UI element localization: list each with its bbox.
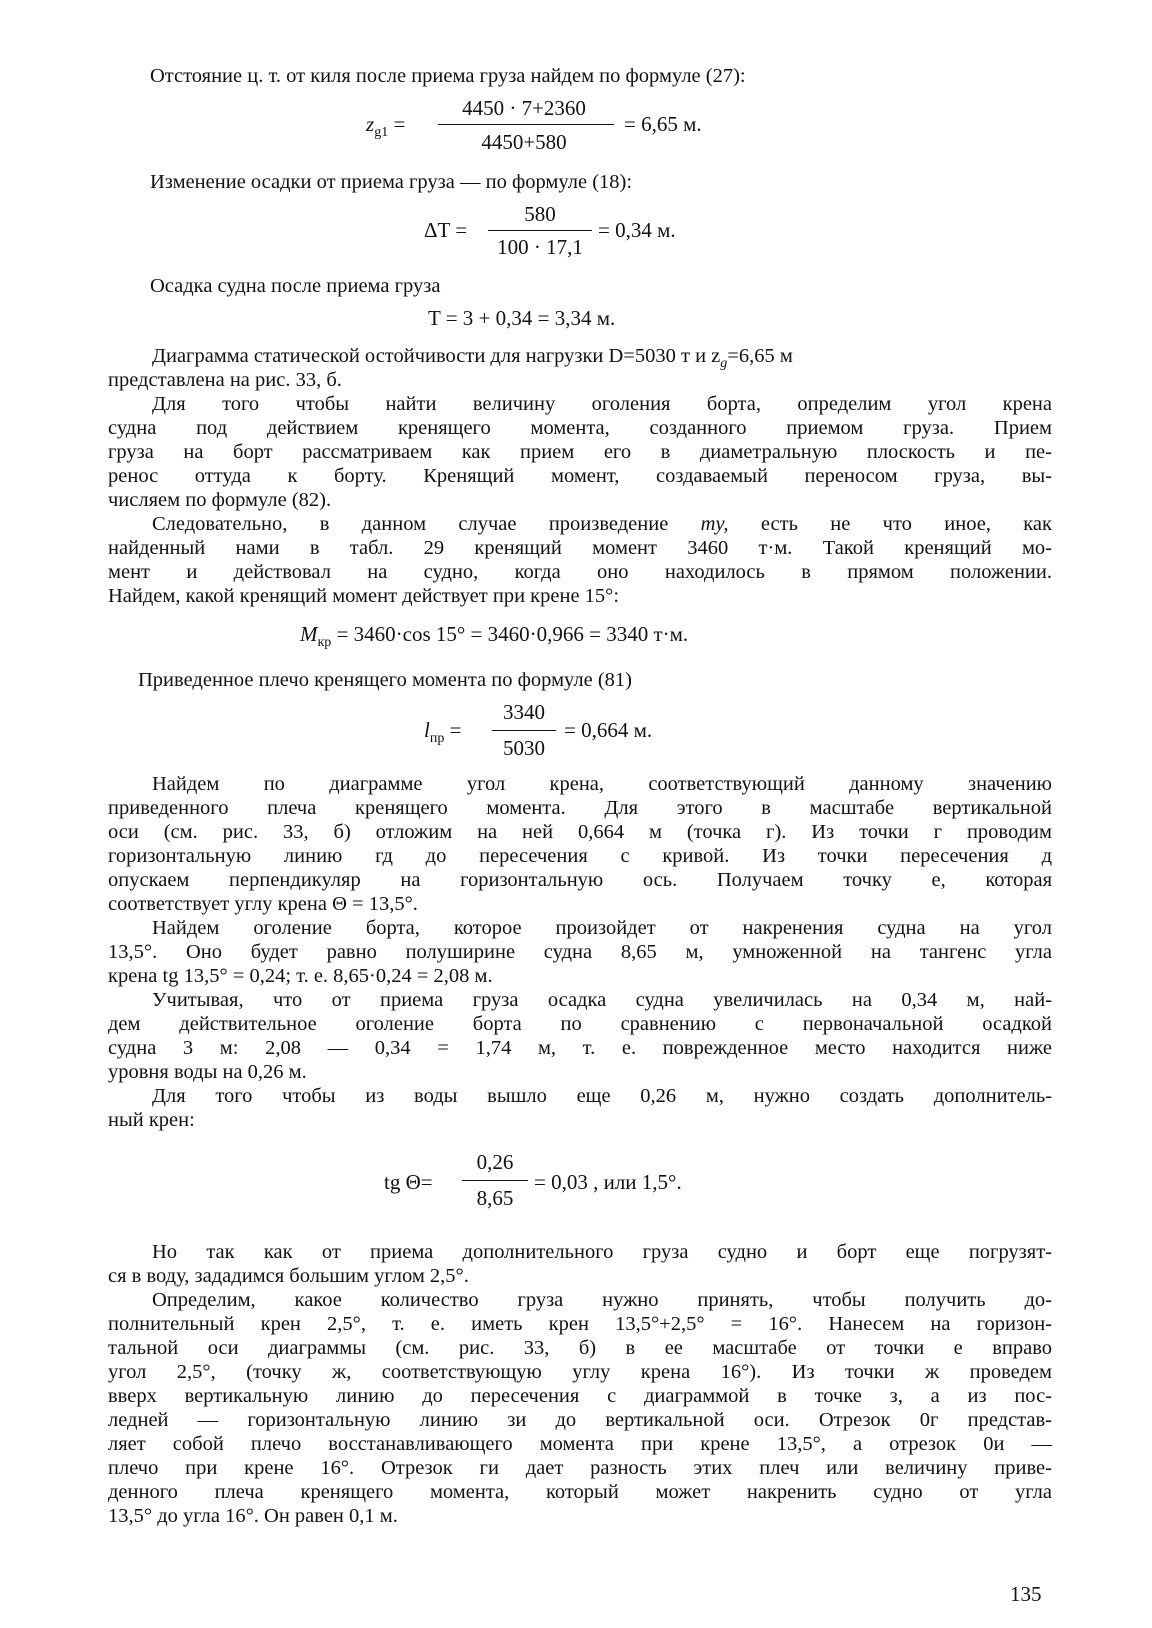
text-line: ся в воду, зададимся большим углом 2,5°.: [108, 1265, 469, 1287]
text-line: найденный нами в табл. 29 кренящий момент 3460 т·м. Такой кренящий мо-: [108, 537, 1052, 559]
text-line: судна под действием кренящего момента, созданного приемом груза. Прием: [108, 417, 1052, 439]
text-line: Найдем, какой кренящий момент действует при крене 15°:: [108, 585, 620, 607]
text-fragment: Диаграмма статической остойчивости для нагрузки D=5030 т и z: [152, 345, 721, 367]
formula-draft: T = 3 + 0,34 = 3,34 м.: [428, 306, 616, 330]
formula-result: = 0,34 м.: [598, 218, 676, 242]
text-line: Для того чтобы из воды вышло еще 0,26 м, нужно создать дополнитель-: [152, 1085, 1052, 1107]
formula-result: = 6,65 м.: [624, 112, 702, 136]
fraction-numerator: 580: [524, 202, 556, 226]
text-line: ледней — горизонтальную линию зи до вертикальной оси. Отрезок 0г представ-: [108, 1409, 1052, 1431]
text-line: груза на борт рассматриваем как прием его в диаметральную плоскость и пе-: [108, 441, 1052, 463]
text-line: представлена на рис. 33, б.: [108, 369, 342, 391]
text-line: Определим, какое количество груза нужно принять, чтобы получить до-: [152, 1289, 1052, 1311]
text-line: приведенного плеча кренящего момента. Для этого в масштабе вертикальной: [108, 797, 1052, 819]
text-line: тальной оси диаграммы (см. рис. 33, б) в ее масштабе от точки е вправо: [108, 1337, 1052, 1359]
text-line: мент и действовал на судно, когда оно находилось в прямом положении.: [108, 561, 1052, 583]
text-line: уровня воды на 0,26 м.: [108, 1061, 307, 1083]
text-line: 13,5° до угла 16°. Он равен 0,1 м.: [108, 1505, 398, 1527]
formula-subscript: пр: [429, 731, 445, 747]
formula-mkr: [300, 622, 688, 655]
text-line: крена tg 13,5° = 0,24; т. е. 8,65·0,24 = 2,08 м.: [108, 965, 493, 987]
fraction-numerator: 0,26: [476, 1150, 514, 1174]
text-line: Но так как от приема дополнительного груза судно и борт еще погрузят-: [152, 1241, 1052, 1263]
text-line: угол 2,5°, (точку ж, соответствующую углу крена 16°). Из точки ж проведем: [108, 1361, 1052, 1383]
text-line: Для того чтобы найти величину оголения борта, определим угол крена: [152, 393, 1052, 415]
formula-rhs: = 3460·cos 15° = 3460·0,966 = 3340 т·м.: [331, 622, 689, 646]
text-line: ренос оттуда к борту. Кренящий момент, создаваемый переносом груза, вы-: [108, 465, 1052, 487]
text-line: судна 3 м: 2,08 — 0,34 = 1,74 м, т. е. поврежденное место находится ниже: [108, 1037, 1052, 1059]
text-italic: my,: [700, 513, 729, 535]
formula-equals: =: [449, 718, 462, 742]
fraction-bar: [438, 124, 614, 125]
formula-subscript: g1: [374, 125, 389, 141]
text-fragment: =6,65 м: [727, 345, 793, 367]
text-line: Найдем по диаграмме угол крена, соответствующий данному значению: [152, 773, 1052, 795]
text-line: плечо при крене 16°. Отрезок ги дает разность этих плеч или величину приве-: [108, 1457, 1052, 1479]
text-line: Изменение осадки от приема груза — по формуле (18):: [150, 171, 633, 193]
fraction-bar: [488, 230, 592, 231]
formula-symbol: l: [424, 718, 430, 742]
text-fragment: Следовательно, в данном случае произведение: [152, 513, 701, 535]
formula-symbol: z: [366, 112, 375, 136]
fraction-denominator: 8,65: [476, 1186, 514, 1210]
text-line: Найдем оголение борта, которое произойдет от накренения судна на угол: [152, 917, 1052, 939]
formula-result: = 0,664 м.: [564, 718, 653, 742]
text-line: горизонтальную линию гд до пересечения с кривой. Из точки пересечения д: [108, 845, 1052, 867]
subscript-g: g: [720, 356, 728, 372]
text-line: Приведенное плечо кренящего момента по формуле (81): [138, 669, 633, 691]
fraction-numerator: 3340: [503, 700, 545, 724]
text-line: [152, 512, 1052, 536]
fraction-bar: [462, 1180, 528, 1181]
text-line: числяем по формуле (82).: [108, 489, 332, 511]
fraction-denominator: 100 · 17,1: [497, 235, 583, 259]
formula-symbol: M: [300, 622, 318, 646]
formula-subscript: кр: [317, 635, 332, 651]
text-fragment: есть не что иное, как: [728, 513, 1052, 535]
text-line: полнительный крен 2,5°, т. е. иметь крен 13,5°+2,5° = 16°. Нанесем на горизон-: [108, 1313, 1052, 1335]
text-line: вверх вертикальную линию до пересечения с диаграммой в точке з, а из пос-: [108, 1385, 1052, 1407]
fraction-bar: [492, 730, 556, 731]
text-line: оси (см. рис. 33, б) отложим на ней 0,664 м (точка г). Из точки г проводим: [108, 821, 1052, 843]
text-line: соответствует углу крена Θ = 13,5°.: [108, 893, 418, 915]
formula-lhs: ΔT =: [424, 218, 468, 242]
fraction-denominator: 5030: [503, 736, 545, 760]
text-line: дем действительное оголение борта по сравнению с первоначальной осадкой: [108, 1013, 1052, 1035]
text-line: 13,5°. Оно будет равно полуширине судна 8,65 м, умноженной на тангенс угла: [108, 941, 1052, 963]
text-line: Отстояние ц. т. от киля после приема груза найдем по формуле (27):: [150, 65, 746, 87]
text-line: ный крен:: [108, 1109, 195, 1131]
text-line: ляет собой плечо восстанавливающего момента при крене 13,5°, а отрезок 0и —: [108, 1433, 1052, 1455]
text-line: денного плеча кренящего момента, который может накренить судно от угла: [108, 1481, 1052, 1503]
formula-result: = 0,03 , или 1,5°.: [534, 1170, 682, 1194]
fraction-denominator: 4450+580: [481, 130, 567, 154]
fraction-numerator: 4450 · 7+2360: [462, 96, 586, 120]
text-line: опускаем перпендикуляр на горизонтальную ось. Получаем точку е, которая: [108, 869, 1052, 891]
text-line: Учитывая, что от приема груза осадка судна увеличилась на 0,34 м, най-: [152, 989, 1052, 1011]
formula-equals: =: [393, 112, 406, 136]
text-line: Осадка судна после приема груза: [150, 275, 441, 297]
formula-lhs: tg Θ=: [384, 1170, 433, 1194]
page-number: 135: [1010, 1582, 1042, 1606]
